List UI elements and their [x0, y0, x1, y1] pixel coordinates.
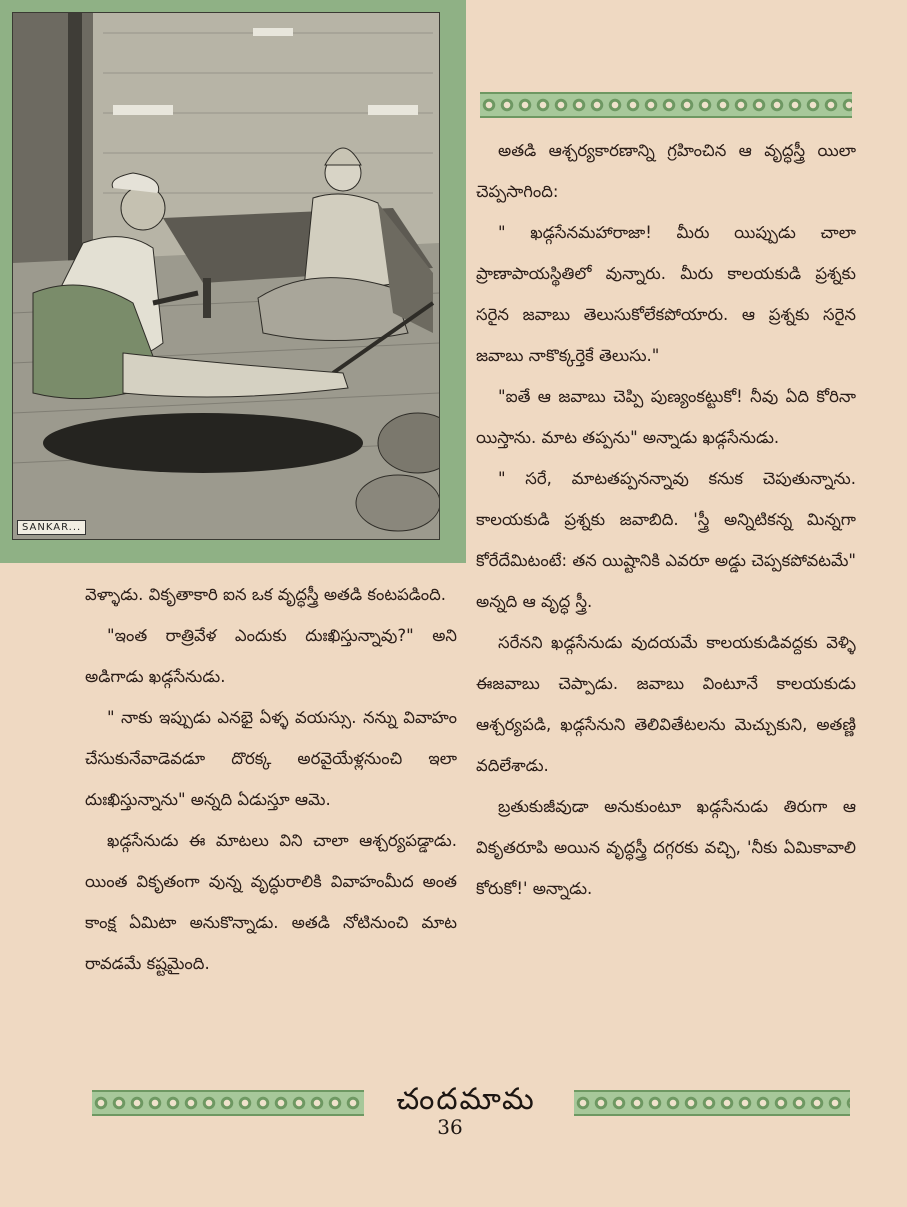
magazine-title: చందమామ — [396, 1082, 536, 1117]
page-number: 36 — [437, 1115, 463, 1139]
right-column — [476, 130, 856, 909]
left-column — [85, 574, 457, 984]
paragraph: " సరే, మాటతప్పనన్నావు కనుక చెపుతున్నాను. కాలయకుడి ప్రశ్నకు జవాబిది. 'స్త్రీ అన్నిటికన్న మిన్నగా కోరేదేమిటంటే: తన యిష్టానికి ఎవరూ అడ్డు చెప్పకపోవటమే" అన్నది ఆ వృద్ధ స్త్రీ. — [476, 469, 856, 611]
ornament-border-footer-left — [92, 1090, 364, 1116]
paragraph: అతడి ఆశ్చర్యకారణాన్ని గ్రహించిన ఆ వృద్ధస్త్రీ యిలా చెప్పసాగింది: — [476, 141, 856, 201]
ornament-border-top — [480, 92, 852, 118]
story-illustration — [12, 12, 440, 540]
illustration-drawing — [13, 13, 439, 539]
paragraph: " ఖడ్గసేనమహారాజా! మీరు యిప్పుడు చాలా ప్రాణాపాయస్థితిలో వున్నారు. మీరు కాలయకుడి ప్రశ్నకు సరైన జవాబు తెలుసుకోలేకపోయారు. ఆ ప్రశ్నకు సరైన జవాబు నాకొక్కర్తెకే తెలుసు." — [476, 223, 856, 365]
paragraph: బ్రతుకుజీవుడా అనుకుంటూ ఖడ్గసేనుడు తిరుగా ఆ వికృతరూపి అయిన వృద్ధస్త్రీ దగ్గరకు వచ్చి, 'నీకు ఏమికావాలి కోరుకో!' అన్నాడు. — [476, 797, 856, 898]
paragraph: వెళ్ళాడు. వికృతాకారి ఐన ఒక వృద్ధస్త్రీ అతడి కంటపడింది. — [85, 585, 447, 604]
paragraph: " నాకు ఇప్పుడు ఎనభై ఏళ్ళ వయస్సు. నన్ను వివాహం చేసుకునేవాడెవడూ దొరక్క అరవైయేళ్లనుంచి ఇలా దుఃఖిస్తున్నాను" అన్నది ఏడుస్తూ ఆమె. — [85, 708, 457, 809]
artist-signature: SANKAR... — [17, 520, 86, 535]
paragraph: సరేనని ఖడ్గసేనుడు వుదయమే కాలయకుడివద్దకు వెళ్ళి ఈజవాబు చెప్పాడు. జవాబు వింటూనే కాలయకుడు ఆశ్చర్యపడి, ఖడ్గసేనుని తెలివితేటలను మెచ్చుకుని, అతణ్ణి వదిలేశాడు. — [476, 633, 856, 775]
ornament-border-footer-right — [574, 1090, 850, 1116]
paragraph: "ఐతే ఆ జవాబు చెప్పి పుణ్యంకట్టుకో! నీవు ఏది కోరినా యిస్తాను. మాట తప్పను" అన్నాడు ఖడ్గసేనుడు. — [476, 387, 856, 447]
paragraph: ఖడ్గసేనుడు ఈ మాటలు విని చాలా ఆశ్చర్యపడ్డాడు. యింత వికృతంగా వున్న వృద్ధురాలికి వివాహంమీద అంత కాంక్ష ఏమిటా అనుకొన్నాడు. అతడి నోటినుంచి మాట రావడమే కష్టమైంది. — [85, 831, 457, 973]
illustration-frame — [0, 0, 466, 563]
paragraph: "ఇంత రాత్రివేళ ఎందుకు దుఃఖిస్తున్నావు?" అని అడిగాడు ఖడ్గసేనుడు. — [85, 626, 457, 686]
